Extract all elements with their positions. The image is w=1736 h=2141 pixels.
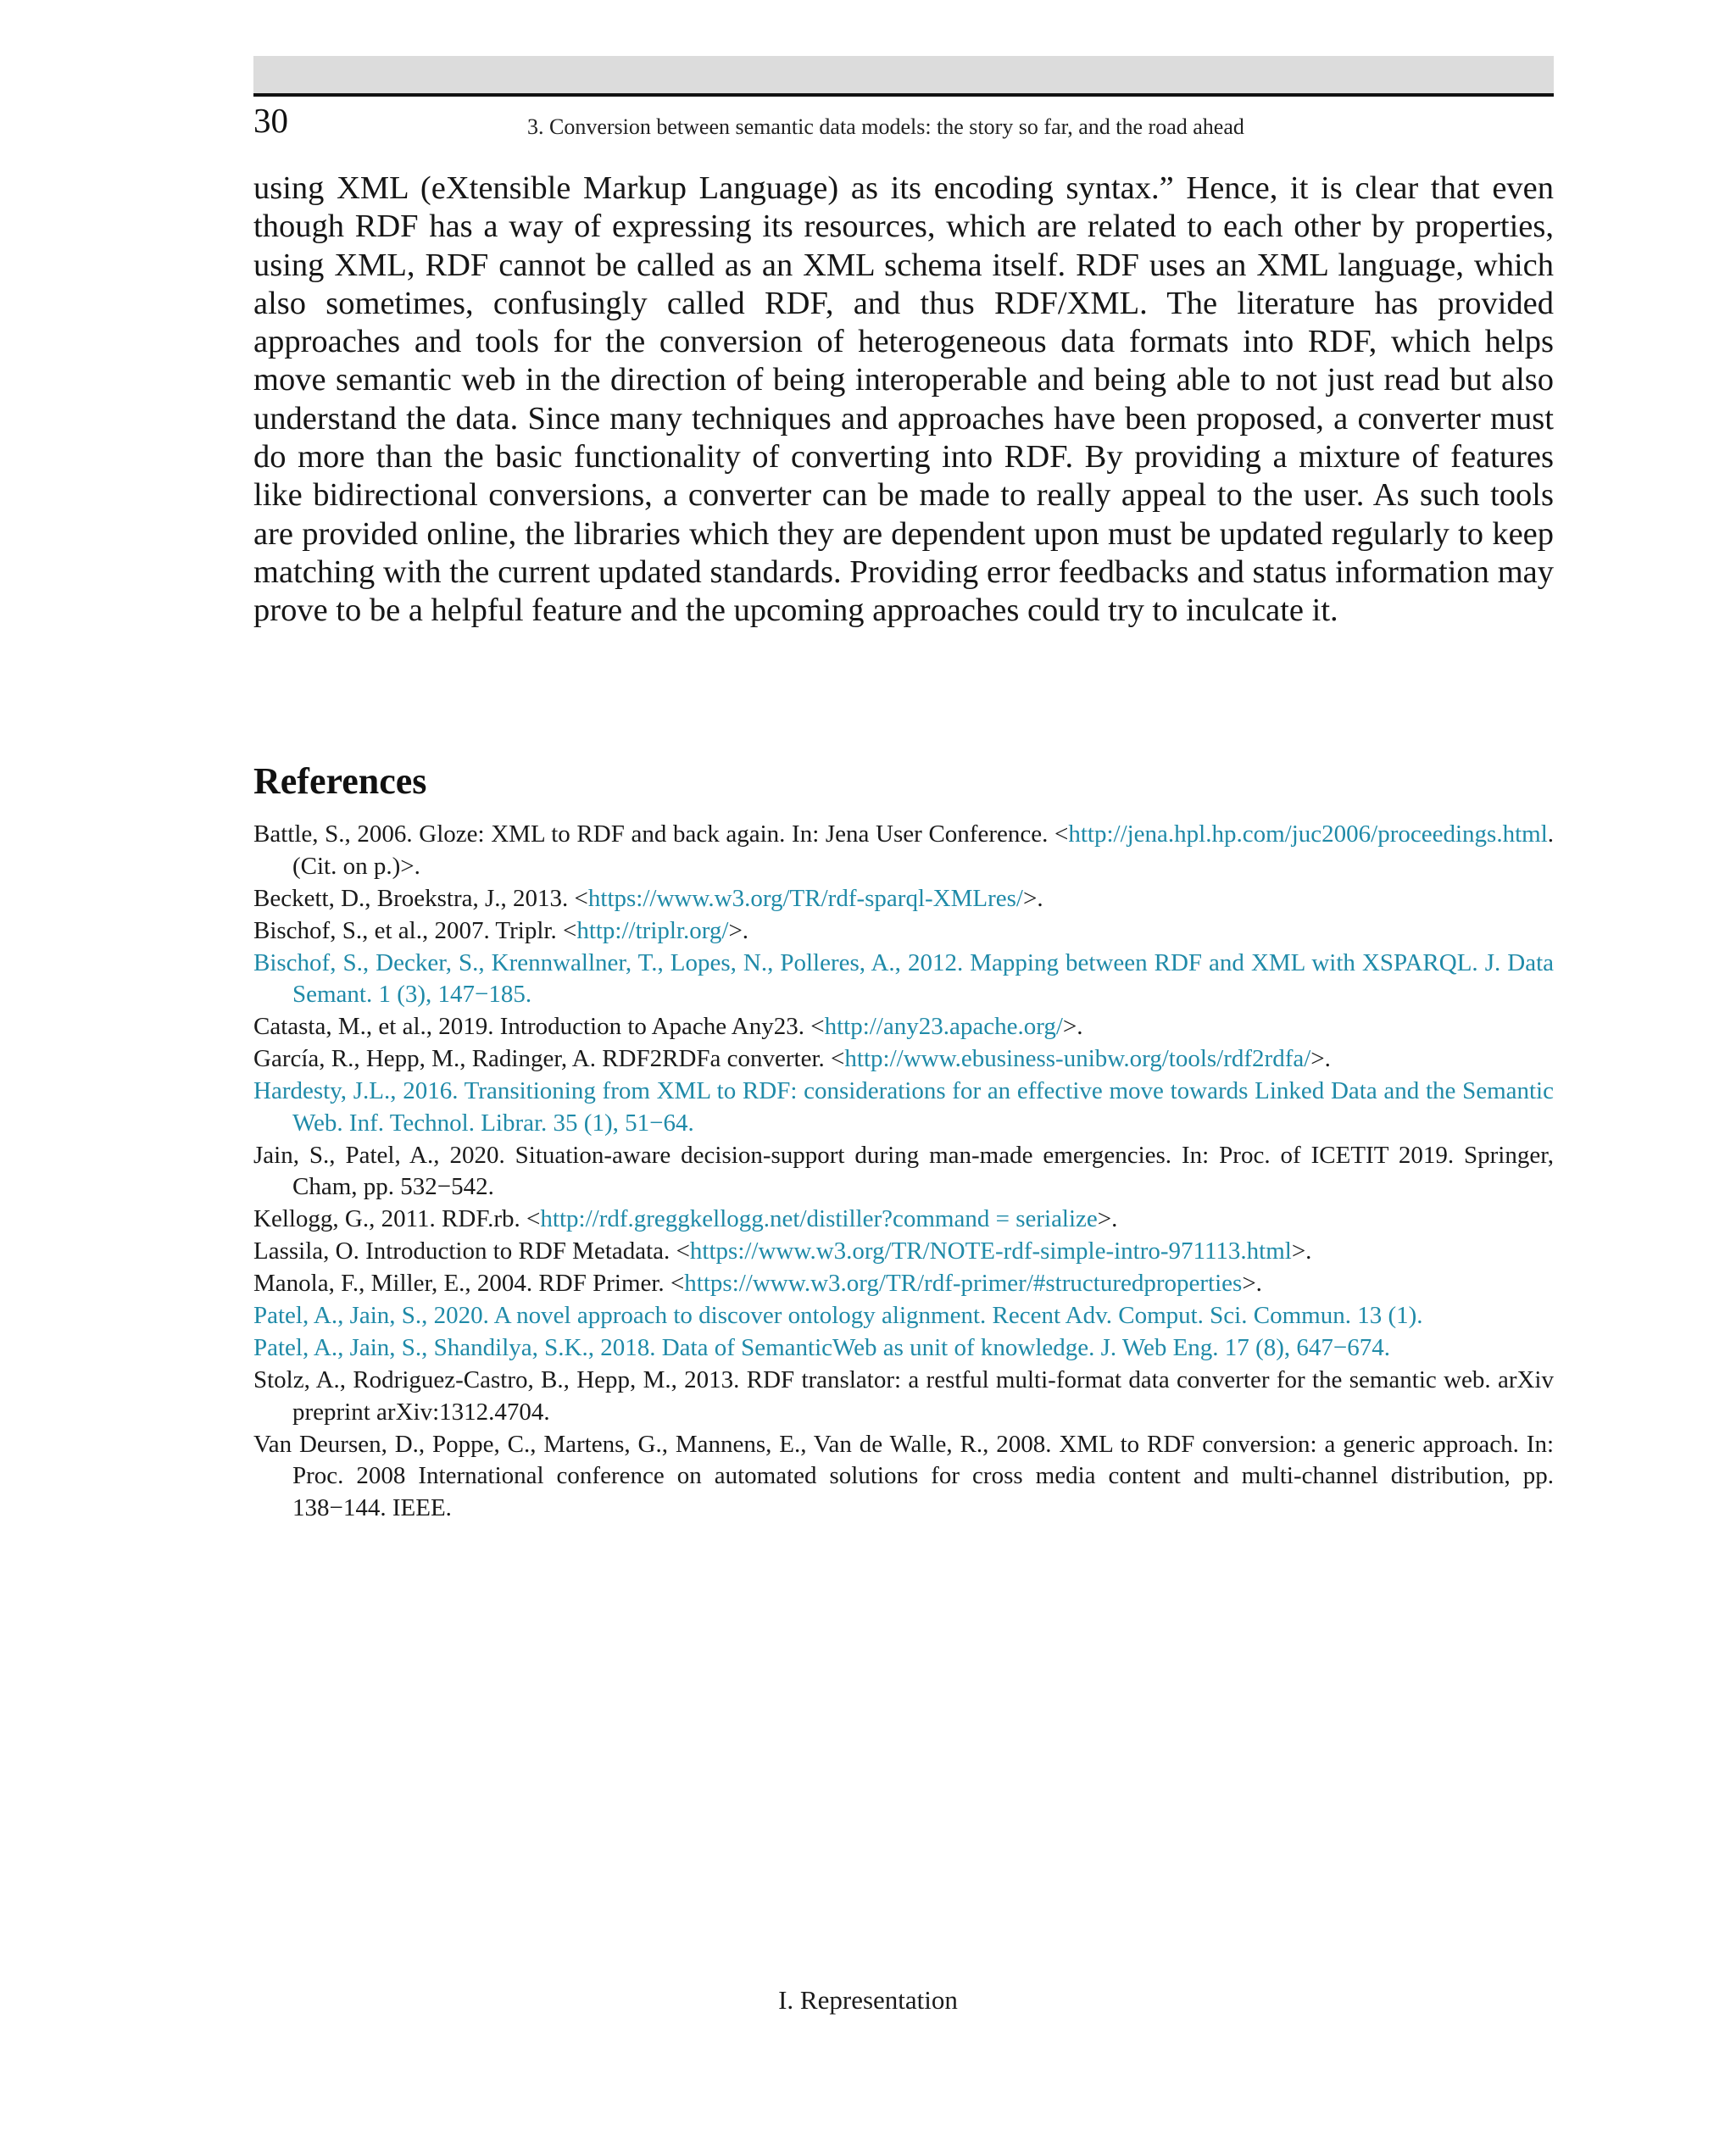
reference-link[interactable]: http://jena.hpl.hp.com/juc2006/proceedings.html (1068, 820, 1548, 848)
reference-item: Kellogg, G., 2011. RDF.rb. <http://rdf.greggkellogg.net/distiller?command = serialize>. (253, 1205, 1118, 1232)
reference-item: García, R., Hepp, M., Radinger, A. RDF2RDFa converter. <http://www.ebusiness-unibw.org/tools/rdf2rdfa/>. (253, 1045, 1331, 1072)
references-heading: References (253, 760, 427, 802)
references-list (253, 819, 1554, 1524)
reference-item: Catasta, M., et al., 2019. Introduction to Apache Any23. <http://any23.apache.org/>. (253, 1013, 1083, 1040)
reference-link[interactable]: http://triplr.org/ (576, 916, 729, 944)
footer-part-label: I. Representation (778, 1985, 958, 2015)
reference-item: Manola, F., Miller, E., 2004. RDF Primer. <https://www.w3.org/TR/rdf-primer/#structuredproperties>. (253, 1270, 1262, 1297)
reference-item: Van Deursen, D., Poppe, C., Martens, G., Mannens, E., Van de Walle, R., 2008. XML to RDF conversion: a generic approach. In: Proc. 2008 International conference on automated solutions for cross media content and multi-channel distribution, pp. 138−144. IEEE. (253, 1430, 1554, 1521)
reference-item: Bischof, S., et al., 2007. Triplr. <http://triplr.org/>. (253, 916, 749, 944)
reference-item: Battle, S., 2006. Gloze: XML to RDF and back again. In: Jena User Conference. <http://jena.hpl.hp.com/juc2006/proceedings.html. (Cit. on p.)>. (253, 820, 1554, 880)
reference-item-linked[interactable]: Patel, A., Jain, S., Shandilya, S.K., 2018. Data of SemanticWeb as unit of knowledge. J. Web Eng. 17 (8), 647−674. (253, 1334, 1390, 1361)
reference-item-linked[interactable]: Bischof, S., Decker, S., Krennwallner, T., Lopes, N., Polleres, A., 2012. Mapping between RDF and XML with XSPARQL. J. Data Semant. 1 (3), 147−185. (253, 948, 1554, 1008)
reference-item: Beckett, D., Broekstra, J., 2013. <https://www.w3.org/TR/rdf-sparql-XMLres/>. (253, 884, 1043, 912)
reference-link[interactable]: https://www.w3.org/TR/NOTE-rdf-simple-intro-971113.html (689, 1237, 1292, 1265)
reference-link[interactable]: https://www.w3.org/TR/rdf-primer/#structuredproperties (684, 1270, 1243, 1297)
reference-link[interactable]: https://www.w3.org/TR/rdf-sparql-XMLres/ (587, 884, 1023, 912)
reference-item: Jain, S., Patel, A., 2020. Situation-aware decision-support during man-made emergencies. In: Proc. of ICETIT 2019. Springer, Cham, pp. 532−542. (253, 1141, 1554, 1200)
reference-link[interactable]: http://www.ebusiness-unibw.org/tools/rdf2rdfa/ (844, 1045, 1311, 1072)
header-bar (253, 56, 1554, 97)
body-paragraph: using XML (eXtensible Markup Language) as its encoding syntax.” Hence, it is clear that even though RDF has a way of expressing its resources, which are related to each other by properties, using XML, RDF cannot be called as an XML schema itself. RDF uses an XML language, which also sometimes, confusingly called RDF, and thus RDF/XML. The literature has provided approaches and tools for the conversion of heterogeneous data formats into RDF, which helps move semantic web in the direction of being interoperable and being able to not just read but also understand the data. Since many techniques and approaches have been proposed, a converter must do more than the basic functionality of converting into RDF. By providing a mixture of features like bidirectional conversions, a converter can be made to really appeal to the user. As such tools are provided online, the libraries which they are dependent upon must be updated regularly to keep matching with the current updated standards. Providing error feedbacks and status information may prove to be a helpful feature and the upcoming approaches could try to inculcate it. (253, 170, 1554, 629)
reference-link[interactable]: http://rdf.greggkellogg.net/distiller?command = serialize (540, 1205, 1098, 1232)
reference-item-linked[interactable]: Patel, A., Jain, S., 2020. A novel approach to discover ontology alignment. Recent Adv. Comput. Sci. Commun. 13 (1). (253, 1302, 1423, 1329)
reference-link[interactable]: http://any23.apache.org/ (824, 1013, 1063, 1040)
reference-item: Lassila, O. Introduction to RDF Metadata. <https://www.w3.org/TR/NOTE-rdf-simple-intro-971113.html>. (253, 1237, 1312, 1265)
page-number: 30 (253, 101, 288, 140)
reference-item-linked[interactable]: Hardesty, J.L., 2016. Transitioning from XML to RDF: considerations for an effective move towards Linked Data and the Semantic Web. Inf. Technol. Librar. 35 (1), 51−64. (253, 1077, 1554, 1137)
reference-item: Stolz, A., Rodriguez-Castro, B., Hepp, M., 2013. RDF translator: a restful multi-format data converter for the semantic web. arXiv preprint arXiv:1312.4704. (253, 1366, 1554, 1426)
running-head-title: 3. Conversion between semantic data models: the story so far, and the road ahead (527, 114, 1244, 139)
